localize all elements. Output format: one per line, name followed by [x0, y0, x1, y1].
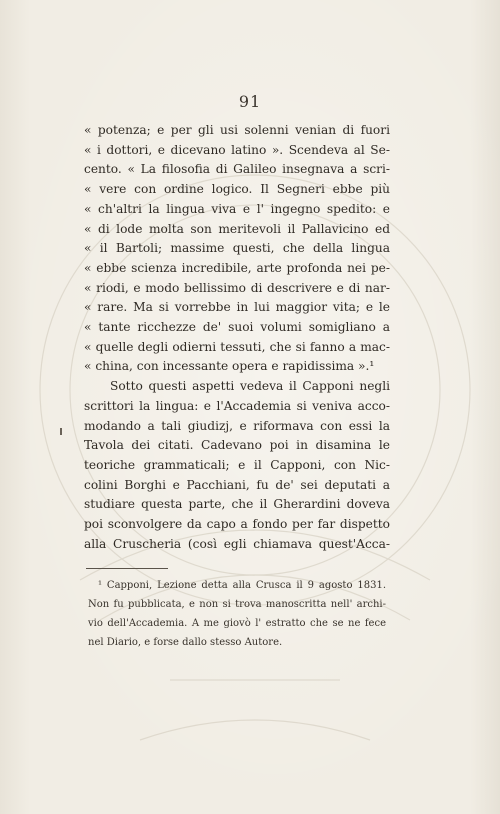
text-line: Tavola dei citati. Cadevano poi in disamina le: [84, 438, 390, 453]
text-line: « vere con ordine logico. Il Segneri ebbe più: [84, 182, 390, 197]
footnotes: [88, 576, 386, 652]
text-line: poi sconvolgere da capo a fondo per far dispetto: [84, 517, 390, 532]
margin-mark: [60, 428, 62, 435]
footnote-line: nel Diario, e forse dallo stesso Autore.: [88, 637, 283, 648]
text-line: teoriche grammaticali; e il Capponi, con Nic-: [84, 457, 390, 472]
footnote-line: Non fu pubblicata, e non si trova manoscritta nell' archi-: [88, 599, 386, 610]
text-line: « ch'altri la lingua viva e l' ingegno spedito: e: [84, 201, 390, 216]
body-text: [84, 121, 390, 554]
text-line: « di lode molta son meritevoli il Pallavicino ed: [84, 221, 390, 236]
text-line: « riodi, e modo bellissimo di descrivere e di nar-: [84, 280, 390, 295]
text-line: « quelle degli odierni tessuti, che si fanno a mac-: [84, 339, 390, 354]
text-line: modando a tali giudizj, e riformava con essi la: [84, 418, 390, 433]
text-line: « potenza; e per gli usi solenni venian di fuori: [84, 123, 390, 137]
text-line: cento. « La filosofia di Galileo insegnava a scri-: [84, 162, 390, 177]
text-line: « ebbe scienza incredibile, arte profonda nei pe-: [84, 260, 390, 275]
text-line: alla Cruscheria (così egli chiamava quest'Acca-: [84, 536, 390, 551]
footnote-divider: [86, 568, 168, 569]
text-line: studiare questa parte, che il Gherardini doveva: [84, 497, 390, 512]
text-line: « rare. Ma si vorrebbe in lui maggior vita; e le: [84, 300, 390, 315]
text-line: « tante ricchezze de' suoi volumi somigliano a: [84, 320, 390, 335]
page-number: 91: [238, 92, 262, 111]
text-line: colini Borghi e Pacchiani, fu de' sei deputati a: [84, 477, 390, 492]
footnote-line: vio dell'Accademia. A me giovò l' estratto che se ne fece: [88, 618, 386, 629]
text-line: « i dottori, e dicevano latino ». Scendeva al Se-: [84, 142, 390, 157]
footnote-line: ¹ Capponi, Lezione detta alla Crusca il 9 agosto 1831.: [98, 580, 386, 591]
text-line: « china, con incessante opera e rapidissima ».¹: [84, 359, 375, 374]
text-line: « il Bartoli; massime questi, che della lingua: [84, 241, 390, 256]
text-line: Sotto questi aspetti vedeva il Capponi negli: [110, 379, 390, 394]
text-line: scrittori la lingua: e l'Accademia si veniva acco-: [84, 398, 390, 413]
